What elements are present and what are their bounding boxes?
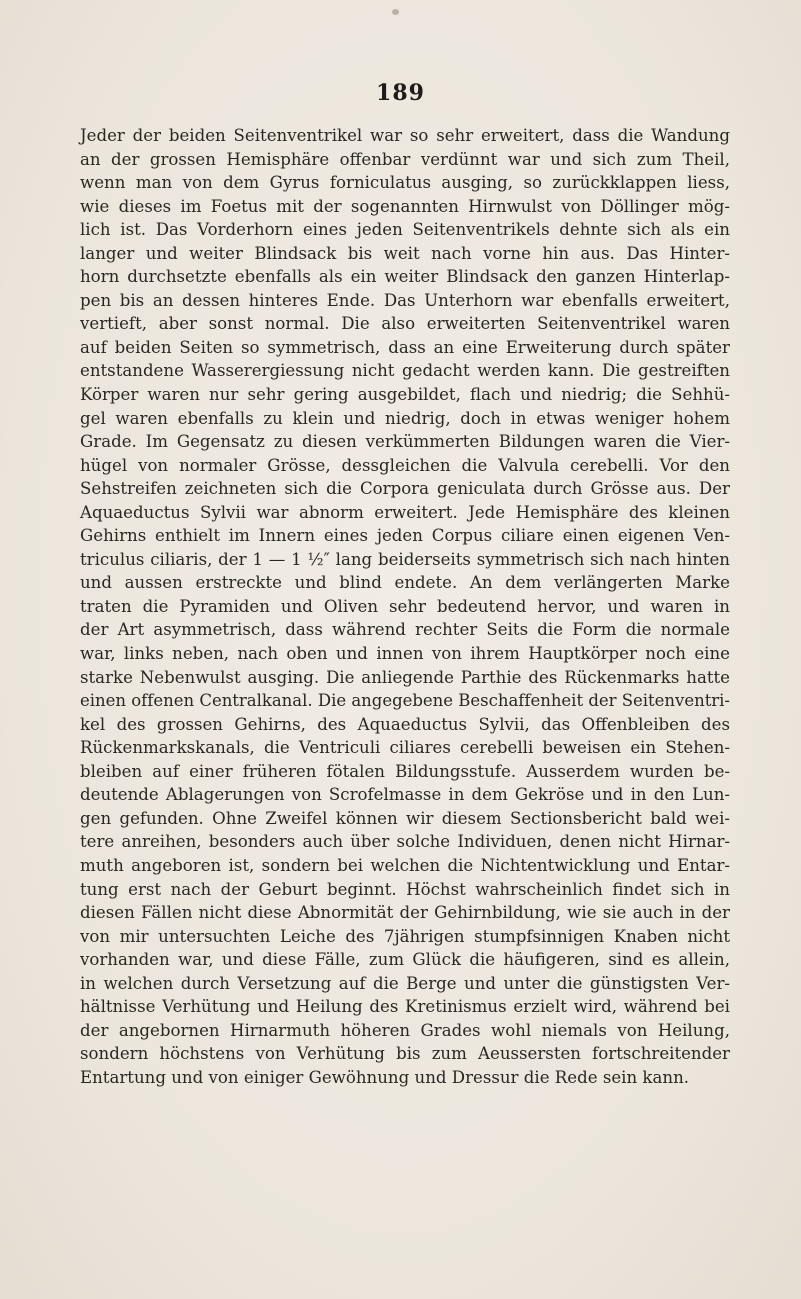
- text-line: triculus ciliaris, der 1 — 1 ½″ lang beiderseits symmetrisch sich nach hinten: [80, 549, 730, 569]
- body-text: [80, 124, 730, 1089]
- text-line: muth angeboren ist, sondern bei welchen die Nichtentwicklung und Entar-: [80, 855, 730, 875]
- text-line: kel des grossen Gehirns, des Aquaeductus Sylvii, das Offenbleiben des: [80, 714, 730, 734]
- text-line: tung erst nach der Geburt beginnt. Höchst wahrscheinlich findet sich in: [80, 879, 730, 899]
- text-line: Aquaeductus Sylvii war abnorm erweitert. Jede Hemisphäre des kleinen: [80, 502, 730, 522]
- text-line: Sehstreifen zeichneten sich die Corpora geniculata durch Grösse aus. Der: [80, 479, 730, 499]
- page-number: 189: [376, 80, 425, 106]
- text-line: horn durchsetzte ebenfalls als ein weiter Blindsack den ganzen Hinterlap-: [80, 267, 730, 287]
- text-line: gel waren ebenfalls zu klein und niedrig, doch in etwas weniger hohem: [80, 408, 730, 428]
- text-line: entstandene Wasserergiessung nicht gedacht werden kann. Die gestreiften: [80, 361, 730, 381]
- text-line: hältnisse Verhütung und Heilung des Kretinismus erzielt wird, während bei: [80, 997, 730, 1017]
- text-line: gen gefunden. Ohne Zweifel können wir diesem Sectionsbericht bald wei-: [80, 808, 730, 828]
- text-line: deutende Ablagerungen von Scrofelmasse in dem Gekröse und in den Lun-: [80, 785, 730, 805]
- text-line: war, links neben, nach oben und innen von ihrem Hauptkörper noch eine: [80, 644, 730, 664]
- text-line: vorhanden war, und diese Fälle, zum Glück die häufigeren, sind es allein,: [80, 950, 730, 970]
- text-line: Grade. Im Gegensatz zu diesen verkümmerten Bildungen waren die Vier-: [80, 432, 730, 452]
- text-line: pen bis an dessen hinteres Ende. Das Unterhorn war ebenfalls erweitert,: [80, 290, 730, 310]
- text-line: auf beiden Seiten so symmetrisch, dass an eine Erweiterung durch später: [80, 337, 730, 357]
- text-line: langer und weiter Blindsack bis weit nach vorne hin aus. Das Hinter-: [80, 243, 730, 263]
- text-line: von mir untersuchten Leiche des 7jährigen stumpfsinnigen Knaben nicht: [80, 926, 730, 946]
- text-line: Gehirns enthielt im Innern eines jeden Corpus ciliare einen eigenen Ven-: [80, 526, 730, 546]
- text-line: in welchen durch Versetzung auf die Berge und unter die günstigsten Ver-: [80, 973, 730, 993]
- text-line: tere anreihen, besonders auch über solche Individuen, denen nicht Hirnar-: [80, 832, 730, 852]
- text-line: starke Nebenwulst ausging. Die anliegende Parthie des Rückenmarks hatte: [80, 667, 730, 687]
- text-line: Entartung und von einiger Gewöhnung und Dressur die Rede sein kann.: [80, 1067, 690, 1087]
- text-line: einen offenen Centralkanal. Die angegebene Beschaffenheit der Seitenventri-: [80, 691, 730, 711]
- text-line: und aussen erstreckte und blind endete. An dem verlängerten Marke: [80, 573, 730, 593]
- text-line: lich ist. Das Vorderhorn eines jeden Seitenventrikels dehnte sich als ein: [80, 220, 730, 240]
- text-line: wie dieses im Foetus mit der sogenannten Hirnwulst von Döllinger mög-: [80, 196, 730, 216]
- ink-spot: [392, 9, 399, 15]
- text-line: traten die Pyramiden und Oliven sehr bedeutend hervor, und waren in: [80, 596, 730, 616]
- text-line: sondern höchstens von Verhütung bis zum Aeussersten fortschreitender: [80, 1044, 730, 1064]
- text-line: diesen Fällen nicht diese Abnormität der Gehirnbildung, wie sie auch in der: [80, 903, 730, 923]
- text-line: hügel von normaler Grösse, dessgleichen die Valvula cerebelli. Vor den: [80, 455, 730, 475]
- text-line: der angebornen Hirnarmuth höheren Grades wohl niemals von Heilung,: [80, 1020, 730, 1040]
- text-line: vertieft, aber sonst normal. Die also erweiterten Seitenventrikel waren: [80, 314, 730, 334]
- text-line: der Art asymmetrisch, dass während rechter Seits die Form die normale: [80, 620, 730, 640]
- text-line: wenn man von dem Gyrus forniculatus ausging, so zurückklappen liess,: [80, 173, 730, 193]
- text-line: Jeder der beiden Seitenventrikel war so sehr erweitert, dass die Wandung: [80, 126, 730, 145]
- text-line: an der grossen Hemisphäre offenbar verdünnt war und sich zum Theil,: [80, 149, 730, 169]
- text-line: Rückenmarkskanals, die Ventriculi ciliares cerebelli beweisen ein Stehen-: [80, 738, 730, 758]
- text-line: Körper waren nur sehr gering ausgebildet, flach und niedrig; die Sehhü-: [80, 385, 730, 405]
- text-line: bleiben auf einer früheren fötalen Bildungsstufe. Ausserdem wurden be-: [80, 761, 730, 781]
